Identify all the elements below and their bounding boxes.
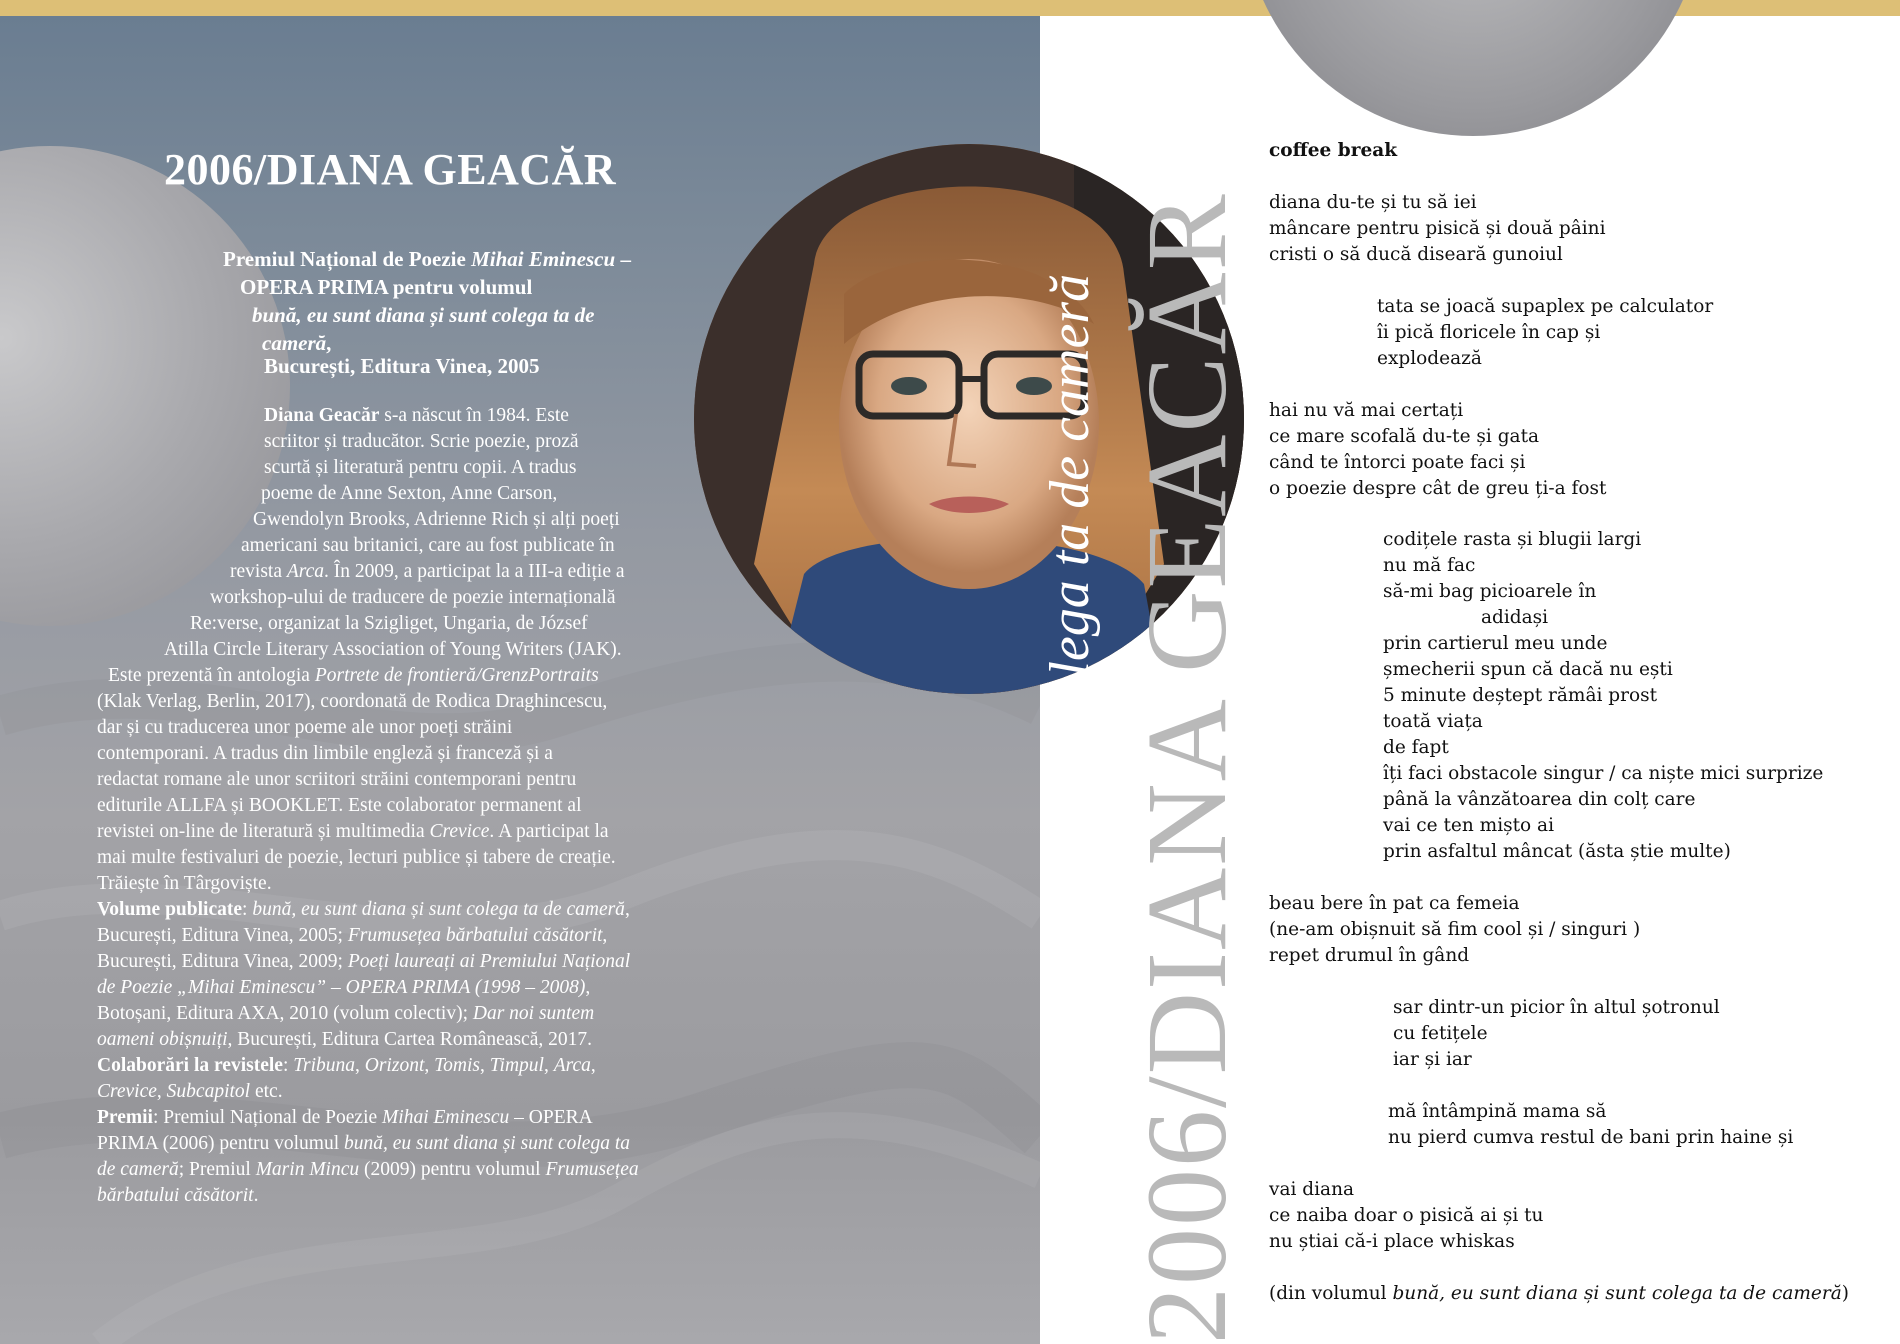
bio-line: editurile ALLFA și BOOKLET. Este colaborator permanent al <box>97 795 582 816</box>
poem-line: sar dintr-un picior în altul șotronul <box>1393 997 1720 1018</box>
poem-line: nu știai că-i place whiskas <box>1269 1231 1515 1252</box>
bio-line: redactat romane ale unor scriitori străini contemporani pentru <box>97 769 577 790</box>
poem-line: iar și iar <box>1393 1049 1472 1070</box>
awards-line: bărbatului căsătorit. <box>97 1185 259 1206</box>
poem-line: când te întorci poate faci și <box>1269 452 1526 473</box>
bio-line: poeme de Anne Sexton, Anne Carson, <box>261 483 558 504</box>
volumes-line: oameni obișnuiți, București, Editura Cartea Românească, 2017. <box>97 1029 592 1050</box>
bio-line: americani sau britanici, care au fost publicate în <box>241 535 615 556</box>
bio-line: Este prezentă în antologia Portrete de frontieră/GrenzPortraits <box>108 665 599 686</box>
vertical-volume-title: bună, eu sunt diana și sunt colega ta de cameră <box>1039 273 1101 1344</box>
poem-line: repet drumul în gând <box>1269 945 1470 966</box>
vertical-author-title: 2006/DIANA GEACĂR <box>1123 192 1250 1344</box>
bio-line: revistei on-line de literatură și multimedia Crevice. A participat la <box>97 821 609 842</box>
bio-line: Gwendolyn Brooks, Adrienne Rich și alți poeți <box>253 509 620 530</box>
poem-line: șmecherii spun că dacă nu ești <box>1383 659 1673 680</box>
awards-line: Premii: Premiul Național de Poezie Mihai Eminescu – OPERA <box>97 1107 593 1128</box>
poem-line: cu fetițele <box>1393 1023 1488 1044</box>
bio-line: scriitor și traducător. Scrie poezie, proză <box>264 431 579 452</box>
poem-line: toată viața <box>1383 711 1483 732</box>
collaborations-line: Colaborări la revistele: Tribuna, Orizont, Tomis, Timpul, Arca, <box>97 1055 596 1076</box>
award-line-4: cameră, <box>262 331 332 355</box>
awards-line: de cameră; Premiul Marin Mincu (2009) pentru volumul Frumusețea <box>97 1159 639 1180</box>
poem-line: explodează <box>1377 348 1482 369</box>
poem-line: ce naiba doar o pisică ai și tu <box>1269 1205 1544 1226</box>
bio-line: Atilla Circle Literary Association of Young Writers (JAK). <box>164 639 622 660</box>
poem-line: codițele rasta și blugii largi <box>1383 529 1642 550</box>
collaborations-line: Crevice, Subcapitol etc. <box>97 1081 283 1102</box>
bio-line: Re:verse, organizat la Szigliget, Ungaria, de József <box>190 613 588 634</box>
poem-source: (din volumul bună, eu sunt diana și sunt colega ta de cameră) <box>1269 1283 1849 1304</box>
bio-line: Trăiește în Târgoviște. <box>97 873 272 894</box>
bio-line: contemporani. A tradus din limbile engleză și franceză și a <box>97 743 553 764</box>
poem-line: adidași <box>1481 607 1549 628</box>
poem-line: vai ce ten mișto ai <box>1383 815 1554 836</box>
poem-line: îi pică floricele în cap și <box>1377 322 1601 343</box>
page-title: 2006/DIANA GEACĂR <box>164 145 617 194</box>
volumes-line: București, Editura Vinea, 2005; Frumusețea bărbatului căsătorit, <box>97 925 608 946</box>
award-line-5: București, Editura Vinea, 2005 <box>264 354 540 378</box>
poem-line: beau bere în pat ca femeia <box>1269 893 1520 914</box>
poem-line: diana du-te și tu să iei <box>1269 192 1477 213</box>
poem-line: cristi o să ducă diseară gunoiul <box>1269 244 1563 265</box>
bio-line: workshop-ului de traducere de poezie internațională <box>210 587 616 608</box>
volumes-line: Botoșani, Editura AXA, 2010 (volum colectiv); Dar noi suntem <box>97 1003 595 1024</box>
poem-line: prin cartierul meu unde <box>1383 633 1608 654</box>
award-line-1: Premiul Național de Poezie Mihai Eminescu – <box>223 247 631 271</box>
poem-line: tata se joacă supaplex pe calculator <box>1377 296 1714 317</box>
volumes-line: București, Editura Vinea, 2009; Poeți laureați ai Premiului Național <box>97 951 631 972</box>
decorative-fabric-circle-top <box>1243 0 1703 136</box>
bio-line: scurtă și literatură pentru copii. A tradus <box>264 457 577 478</box>
bio-line: Diana Geacăr s-a născut în 1984. Este <box>264 405 569 426</box>
poem-line: mâncare pentru pisică și două pâini <box>1269 218 1606 239</box>
bio-line: mai multe festivaluri de poezie, lecturi publice și tabere de creație. <box>97 847 616 868</box>
poem-line: ce mare scofală du-te și gata <box>1269 426 1540 447</box>
poem-title: coffee break <box>1269 140 1398 161</box>
poem-line: 5 minute deștept rămâi prost <box>1383 685 1658 706</box>
award-line-2: OPERA PRIMA pentru volumul <box>240 275 533 299</box>
poem-line: nu pierd cumva restul de bani prin haine și <box>1388 1127 1794 1148</box>
poem-line: hai nu vă mai certați <box>1269 400 1464 421</box>
poem-line: să-mi bag picioarele în <box>1383 581 1597 602</box>
bio-line: revista Arca. În 2009, a participat la a III-a ediție a <box>230 561 625 582</box>
poem-line: nu mă fac <box>1383 555 1476 576</box>
poem-line: îți faci obstacole singur / ca niște mici surprize <box>1383 763 1824 784</box>
poem-line: prin asfaltul mâncat (ăsta știe multe) <box>1383 841 1731 862</box>
awards-line: PRIMA (2006) pentru volumul bună, eu sunt diana și sunt colega ta <box>97 1133 630 1154</box>
poem-line: până la vânzătoarea din colț care <box>1383 789 1696 810</box>
poem-line: mă întâmpină mama să <box>1388 1101 1607 1122</box>
award-line-3: bună, eu sunt diana și sunt colega ta de <box>252 303 595 327</box>
volumes-line: de Poezie „Mihai Eminescu” – OPERA PRIMA (1998 – 2008), <box>97 977 591 998</box>
poem-line: (ne-am obișnuit să fim cool și / singuri ) <box>1269 919 1641 940</box>
bio-line: dar și cu traducerea unor poeme ale unor poeți străini <box>97 717 513 738</box>
poem-line: vai diana <box>1269 1179 1355 1200</box>
poem-line: o poezie despre cât de greu ți-a fost <box>1269 478 1607 499</box>
poem-line: de fapt <box>1383 737 1449 758</box>
volumes-line: Volume publicate: bună, eu sunt diana și sunt colega ta de cameră, <box>97 899 630 920</box>
bio-line: (Klak Verlag, Berlin, 2017), coordonată de Rodica Draghincescu, <box>97 691 608 712</box>
